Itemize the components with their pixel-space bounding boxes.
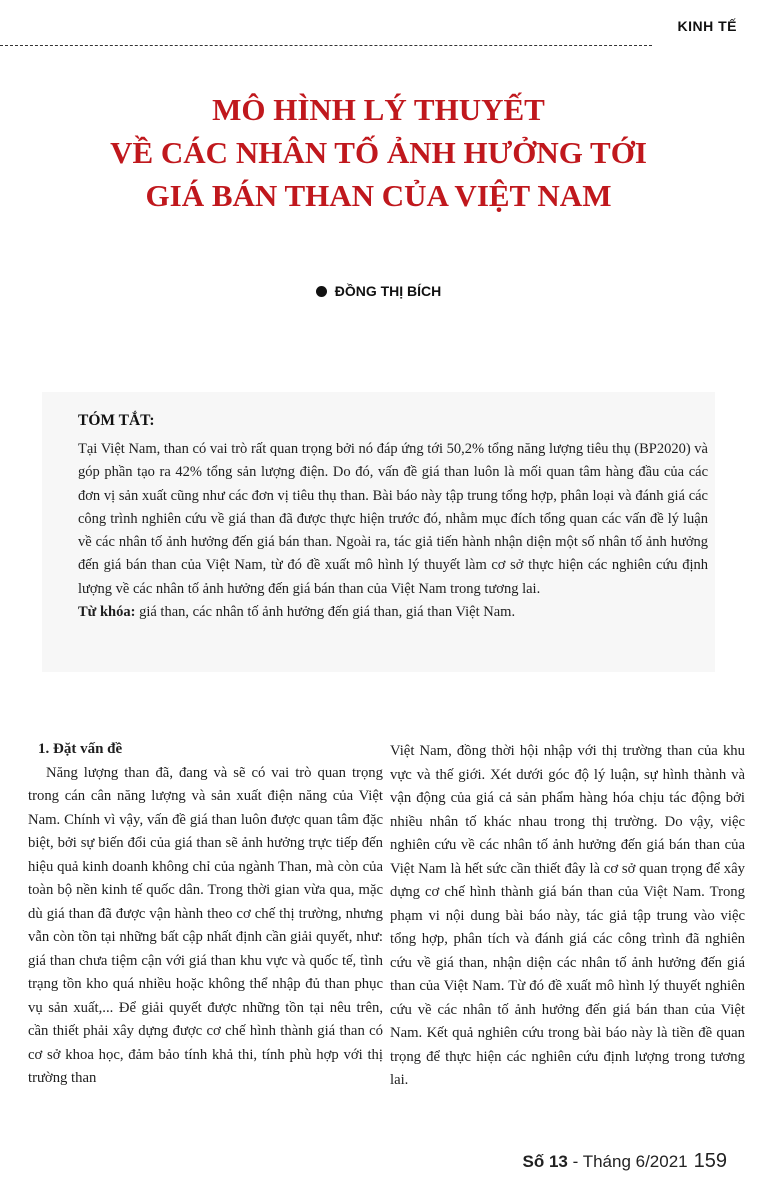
section-label: KINH TẾ: [677, 18, 737, 34]
title-line-1: MÔ HÌNH LÝ THUYẾT: [212, 92, 545, 127]
title-line-3: GIÁ BÁN THAN CỦA VIỆT NAM: [145, 178, 612, 213]
issue-number: Số 13: [522, 1152, 568, 1171]
header-rule: [0, 45, 652, 46]
author-name: ĐỒNG THỊ BÍCH: [334, 283, 442, 299]
keywords-text: giá than, các nhân tố ảnh hưởng đến giá than, giá than Việt Nam.: [139, 604, 516, 621]
body-paragraph-right: Việt Nam, đồng thời hội nhập với thị trường than của khu vực và thế giới. Xét dưới góc độ lý luận, sự hình thành và vận động của giá cả sản phẩm hàng hóa chịu tác động bởi nhiều nhân tố khác nhau trong thị trường. Do vậy, việc nghiên cứu về các nhân tố ảnh hưởng đến giá bán than của Việt Nam là hết sức cần thiết đây là cơ sở quan trọng để xây dựng cơ chế hình thành giá bán than của Việt Nam. Trong phạm vi nội dung bài báo này, tác giả tập trung vào việc tổng hợp, phân tích và đánh giá các công trình đã nghiên cứu về giá than, nhận diện các nhân tố ảnh hưởng đến giá than của Việt Nam. Từ đó đề xuất mô hình lý thuyết nghiên cứu về các nhân tố ảnh hưởng đến giá bán than của Việt Nam. Kết quả nghiên cứu trong bài báo này là tiền đề quan trọng để thực hiện các nghiên cứu định lượng trong tương lai.: [390, 743, 745, 1088]
abstract-heading: TÓM TẮT:: [78, 412, 155, 429]
issue-date: - Tháng 6/2021: [567, 1152, 688, 1171]
bullet-icon: [316, 286, 327, 297]
abstract-box: [42, 392, 715, 672]
page-number: 159: [693, 1150, 727, 1172]
abstract-text: Tại Việt Nam, than có vai trò rất quan trọng bởi nó đáp ứng tới 50,2% tổng năng lượng tiêu thụ (BP2020) và góp phần tạo ra 42% tổng sản lượng điện. Do đó, vấn đề giá than luôn là mối quan tâm hàng đầu của các đơn vị sản xuất cũng như các đơn vị tiêu thụ than. Bài báo này tập trung tổng hợp, phân loại và đánh giá các công trình nghiên cứu về giá than đã được thực hiện trước đó, nhằm mục đích tổng quan các vấn đề lý luận về các nhân tố ảnh hưởng đến giá bán than. Ngoài ra, tác giả tiến hành nhận diện một số nhân tố ảnh hưởng đến giá bán than của Việt Nam, từ đó đề xuất mô hình lý thuyết làm cơ sở thực hiện các nghiên cứu định lượng về các nhân tố ảnh hưởng đến giá bán than của Việt Nam trong tương lai.: [78, 441, 708, 597]
abstract-body: [78, 438, 708, 624]
page-footer: [523, 1150, 727, 1173]
author-line: [0, 283, 757, 299]
title-line-2: VỀ CÁC NHÂN TỐ ẢNH HƯỞNG TỚI: [110, 135, 647, 170]
article-title: [40, 88, 717, 217]
keywords-label: Từ khóa:: [78, 604, 136, 621]
body-column-right: [390, 740, 745, 1093]
body-column-left: [28, 738, 383, 1091]
section-heading: 1. Đặt vấn đề: [38, 741, 123, 757]
body-paragraph-left: Năng lượng than đã, đang và sẽ có vai trò quan trọng trong cán cân năng lượng và sản xuất điện năng của Việt Nam. Chính vì vậy, vấn đề giá than luôn được quan tâm đặc biệt, bởi sự biến đổi của giá than sẽ ảnh hưởng trực tiếp đến hiệu quả kinh doanh không chỉ của ngành Than, mà còn của toàn bộ nền kinh tế quốc dân. Trong thời gian vừa qua, mặc dù giá than đã được vận hành theo cơ chế thị trường, nhưng vẫn còn tồn tại những bất cập nhất định cần giải quyết, như: giá than chưa tiệm cận với giá than khu vực và quốc tế, tình trạng tồn kho quá nhiều hoặc không thể nhập đủ than phục vụ sản xuất,... Để giải quyết được những tồn tại nêu trên, cần thiết phải xây dựng được cơ chế hình thành giá than có cơ sở khoa học, đảm bảo tính khả thi, tính phù hợp với thị trường than: [28, 764, 383, 1086]
